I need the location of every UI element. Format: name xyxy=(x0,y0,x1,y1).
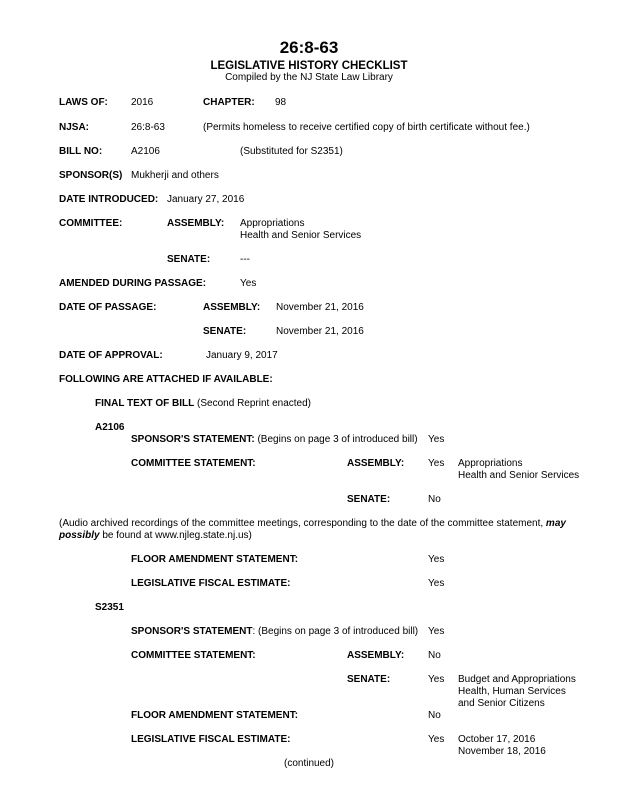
audio-note-emph-2: possibly xyxy=(59,530,100,541)
a2106-sponsor-statement xyxy=(131,434,418,446)
a2106-assembly-committee-1: Appropriations xyxy=(458,458,523,469)
sponsors-label: SPONSOR(S) xyxy=(59,170,123,181)
amended-label: AMENDED DURING PASSAGE: xyxy=(59,278,207,289)
chapter-value: 98 xyxy=(275,97,287,108)
passage-assembly-value: November 21, 2016 xyxy=(276,302,364,313)
laws-of-value: 2016 xyxy=(131,97,154,108)
njsa-value: 26:8-63 xyxy=(131,122,165,133)
s2351-fiscal-label: LEGISLATIVE FISCAL ESTIMATE: xyxy=(131,734,291,745)
page-title: 26:8-63 xyxy=(279,38,339,57)
s2351-fiscal-value: Yes xyxy=(428,734,445,745)
bill-no-value: A2106 xyxy=(131,146,160,157)
a2106-committee-statement-label: COMMITTEE STATEMENT: xyxy=(131,458,256,469)
s2351-senate-committee-3: and Senior Citizens xyxy=(458,698,545,709)
njsa-description: (Permits homeless to receive certified copy of birth certificate without fee.) xyxy=(203,122,530,133)
s2351-fiscal-date-1: October 17, 2016 xyxy=(458,734,536,745)
committee-senate-value: --- xyxy=(240,254,250,265)
final-text-label: FINAL TEXT OF BILL xyxy=(95,398,195,409)
s2351-sponsor-statement-value: Yes xyxy=(428,626,445,637)
audio-note-text-2: be found at www.njleg.state.nj.us) xyxy=(99,530,252,541)
committee-assembly-label: ASSEMBLY: xyxy=(167,218,225,229)
s2351-assembly-label: ASSEMBLY: xyxy=(347,650,405,661)
page-subtitle: LEGISLATIVE HISTORY CHECKLIST xyxy=(210,60,408,72)
s2351-senate-committee-2: Health, Human Services xyxy=(458,686,566,697)
s2351-senate-value: Yes xyxy=(428,674,445,685)
approval-value: January 9, 2017 xyxy=(206,350,278,361)
approval-label: DATE OF APPROVAL: xyxy=(59,350,163,361)
passage-label: DATE OF PASSAGE: xyxy=(59,302,157,313)
audio-note-text-1: (Audio archived recordings of the committee meetings, corresponding to the date of the committee statement, xyxy=(59,518,546,529)
s2351-floor-value: No xyxy=(428,710,441,721)
s2351-fiscal-date-2: November 18, 2016 xyxy=(458,746,546,757)
committee-assembly-2: Health and Senior Services xyxy=(240,230,362,241)
bill-no-label: BILL NO: xyxy=(59,146,103,157)
s2351-floor-label: FLOOR AMENDMENT STATEMENT: xyxy=(131,710,299,721)
audio-note-line-1 xyxy=(59,518,566,530)
audio-note-emph-1: may xyxy=(545,518,566,529)
final-text-note: (Second Reprint enacted) xyxy=(197,398,312,409)
s2351-senate-label: SENATE: xyxy=(347,674,391,685)
a2106-senate-value: No xyxy=(428,494,441,505)
continued-footer: (continued) xyxy=(283,758,335,769)
a2106-sponsor-statement-value: Yes xyxy=(428,434,445,445)
final-text-line xyxy=(95,398,311,410)
attached-heading: FOLLOWING ARE ATTACHED IF AVAILABLE: xyxy=(59,374,273,385)
s2351-committee-statement-label: COMMITTEE STATEMENT: xyxy=(131,650,256,661)
date-introduced-value: January 27, 2016 xyxy=(167,194,245,205)
committee-label: COMMITTEE: xyxy=(59,218,123,229)
amended-value: Yes xyxy=(240,278,257,289)
laws-of-label: LAWS OF: xyxy=(59,97,108,108)
s2351-sponsor-statement-note: : (Begins on page 3 of introduced bill) xyxy=(252,626,419,637)
passage-senate-value: November 21, 2016 xyxy=(276,326,364,337)
a2106-heading: A2106 xyxy=(95,422,125,433)
fiscal-estimate-value: Yes xyxy=(428,578,445,589)
bill-substituted: (Substituted for S2351) xyxy=(240,146,343,157)
committee-assembly-1: Appropriations xyxy=(240,218,305,229)
fiscal-estimate-label: LEGISLATIVE FISCAL ESTIMATE: xyxy=(131,578,291,589)
passage-assembly-label: ASSEMBLY: xyxy=(203,302,261,313)
a2106-sponsor-statement-label: SPONSOR'S STATEMENT: xyxy=(131,434,255,445)
a2106-assembly-label: ASSEMBLY: xyxy=(347,458,405,469)
floor-amendment-value: Yes xyxy=(428,554,445,565)
audio-note-line-2 xyxy=(59,530,252,542)
chapter-label: CHAPTER: xyxy=(203,97,255,108)
s2351-heading: S2351 xyxy=(95,602,124,613)
a2106-sponsor-statement-note: (Begins on page 3 of introduced bill) xyxy=(257,434,418,445)
a2106-assembly-value: Yes xyxy=(428,458,445,469)
s2351-sponsor-statement xyxy=(131,626,418,638)
s2351-assembly-value: No xyxy=(428,650,441,661)
s2351-senate-committee-1: Budget and Appropriations xyxy=(458,674,576,685)
floor-amendment-label: FLOOR AMENDMENT STATEMENT: xyxy=(131,554,299,565)
s2351-sponsor-statement-label: SPONSOR'S STATEMENT xyxy=(131,626,253,637)
a2106-senate-label: SENATE: xyxy=(347,494,391,505)
passage-senate-label: SENATE: xyxy=(203,326,247,337)
date-introduced-label: DATE INTRODUCED: xyxy=(59,194,159,205)
sponsors-value: Mukherji and others xyxy=(131,170,219,181)
committee-senate-label: SENATE: xyxy=(167,254,211,265)
compiled-by: Compiled by the NJ State Law Library xyxy=(225,72,393,83)
a2106-assembly-committee-2: Health and Senior Services xyxy=(458,470,580,481)
njsa-label: NJSA: xyxy=(59,122,90,133)
